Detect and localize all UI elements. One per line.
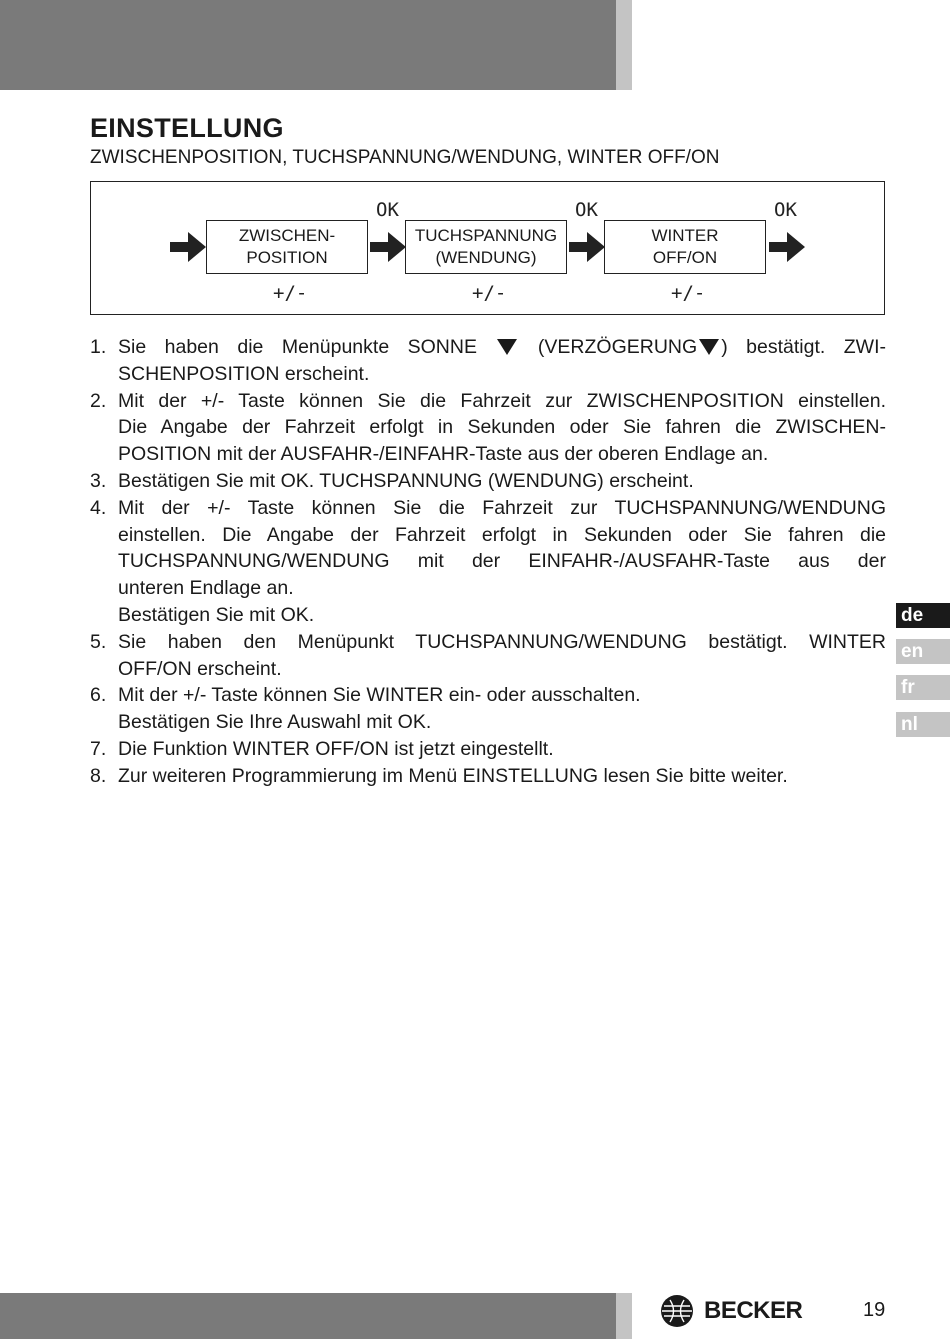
step-number: 4. <box>90 496 107 519</box>
ok-label: OK <box>774 199 797 221</box>
instruction-step <box>90 334 886 388</box>
step-line: SCHENPOSITION erscheint. <box>118 362 370 385</box>
step-text <box>118 736 886 763</box>
step-text <box>118 334 886 388</box>
arrow-right-icon <box>769 229 805 265</box>
language-tab-en[interactable]: en <box>896 639 950 664</box>
step-line: Mit der +/- Taste können Sie die Fahrzeit zur TUCHSPANNUNG/WENDUNG <box>118 496 886 519</box>
page-number: 19 <box>863 1299 886 1321</box>
flow-box-line: OFF/ON <box>652 248 718 267</box>
flow-box-tuchspannung <box>405 220 567 274</box>
arrow-right-icon <box>569 229 605 265</box>
step-text <box>118 763 886 790</box>
step-line: Zur weiteren Programmierung im Menü EINSTELLUNG lesen Sie bitte weiter. <box>118 764 788 787</box>
footer-bar-edge <box>616 1293 632 1339</box>
becker-logo <box>660 1293 802 1329</box>
step-line: TUCHSPANNUNG/WENDUNG mit der EINFAHR-/AUSFAHR-Taste aus der <box>118 550 886 573</box>
step-line-part: ) bestätigt. ZWI- <box>721 336 886 358</box>
step-text <box>118 468 886 495</box>
step-line: Bestätigen Sie Ihre Auswahl mit OK. <box>118 711 432 734</box>
step-text <box>118 388 886 468</box>
instruction-list <box>90 334 886 790</box>
flow-box-line: WINTER <box>651 226 719 245</box>
plus-minus-label: +/- <box>273 282 308 304</box>
instruction-step <box>90 736 886 763</box>
instruction-step <box>90 388 886 468</box>
ok-label: OK <box>575 199 598 221</box>
brand-name: BECKER <box>704 1297 803 1324</box>
step-number: 7. <box>90 737 107 760</box>
step-line <box>118 334 886 361</box>
header-bar-edge <box>616 0 632 90</box>
step-number: 1. <box>90 336 107 358</box>
step-text <box>118 682 886 736</box>
flow-box-line: TUCHSPANNUNG <box>414 226 558 245</box>
step-number: 6. <box>90 684 107 707</box>
instruction-step <box>90 682 886 736</box>
step-text <box>118 629 886 683</box>
flow-box-winter <box>604 220 766 274</box>
step-number: 3. <box>90 469 107 492</box>
step-number: 8. <box>90 764 107 787</box>
step-number: 5. <box>90 630 107 653</box>
arrow-right-icon <box>370 229 406 265</box>
step-line: Mit der +/- Taste können Sie die Fahrzeit zur ZWISCHENPOSITION einstellen. <box>118 389 886 412</box>
step-line-part: Sie haben die Menüpunkte SONNE <box>118 336 477 358</box>
plus-minus-label: +/- <box>472 282 507 304</box>
step-line: Sie haben den Menüpunkt TUCHSPANNUNG/WENDUNG bestätigt. WINTER <box>118 630 886 653</box>
down-triangle-icon <box>699 339 719 355</box>
step-line-part: (VERZÖGERUNG <box>537 336 698 358</box>
globe-logo-icon <box>660 1294 694 1328</box>
step-line: Die Angabe der Fahrzeit erfolgt in Sekunden oder Sie fahren die ZWISCHEN- <box>118 416 886 439</box>
page-title: EINSTELLUNG <box>90 113 284 143</box>
step-line: POSITION mit der AUSFAHR-/EINFAHR-Taste aus der oberen Endlage an. <box>118 443 769 466</box>
step-line: einstellen. Die Angabe der Fahrzeit erfolgt in Sekunden oder Sie fahren die <box>118 523 886 546</box>
footer-bar <box>0 1293 616 1339</box>
step-number: 2. <box>90 389 107 412</box>
arrow-right-icon <box>170 229 206 265</box>
instruction-step <box>90 629 886 683</box>
flow-box-line: POSITION <box>246 248 328 267</box>
flow-box-line: (WENDUNG) <box>435 248 537 267</box>
language-tab-de[interactable]: de <box>896 603 950 628</box>
plus-minus-label: +/- <box>671 282 706 304</box>
step-line: unteren Endlage an. <box>118 577 294 600</box>
header-bar <box>0 0 616 90</box>
step-line: OFF/ON erscheint. <box>118 657 282 680</box>
instruction-step <box>90 763 886 790</box>
instruction-step <box>90 468 886 495</box>
down-triangle-icon <box>497 339 517 355</box>
language-tab-nl[interactable]: nl <box>896 712 950 737</box>
flow-box-line: ZWISCHEN- <box>238 226 336 245</box>
instruction-step <box>90 495 886 629</box>
step-line: Mit der +/- Taste können Sie WINTER ein- oder ausschalten. <box>118 684 641 707</box>
step-line: Die Funktion WINTER OFF/ON ist jetzt eingestellt. <box>118 737 554 760</box>
step-line: Bestätigen Sie mit OK. <box>118 603 315 626</box>
language-tab-fr[interactable]: fr <box>896 675 950 700</box>
step-text <box>118 495 886 629</box>
step-line: Bestätigen Sie mit OK. TUCHSPANNUNG (WENDUNG) erscheint. <box>118 469 694 492</box>
page-subtitle: ZWISCHENPOSITION, TUCHSPANNUNG/WENDUNG, WINTER OFF/ON <box>90 147 720 168</box>
ok-label: OK <box>376 199 399 221</box>
flow-box-zwischenposition <box>206 220 368 274</box>
